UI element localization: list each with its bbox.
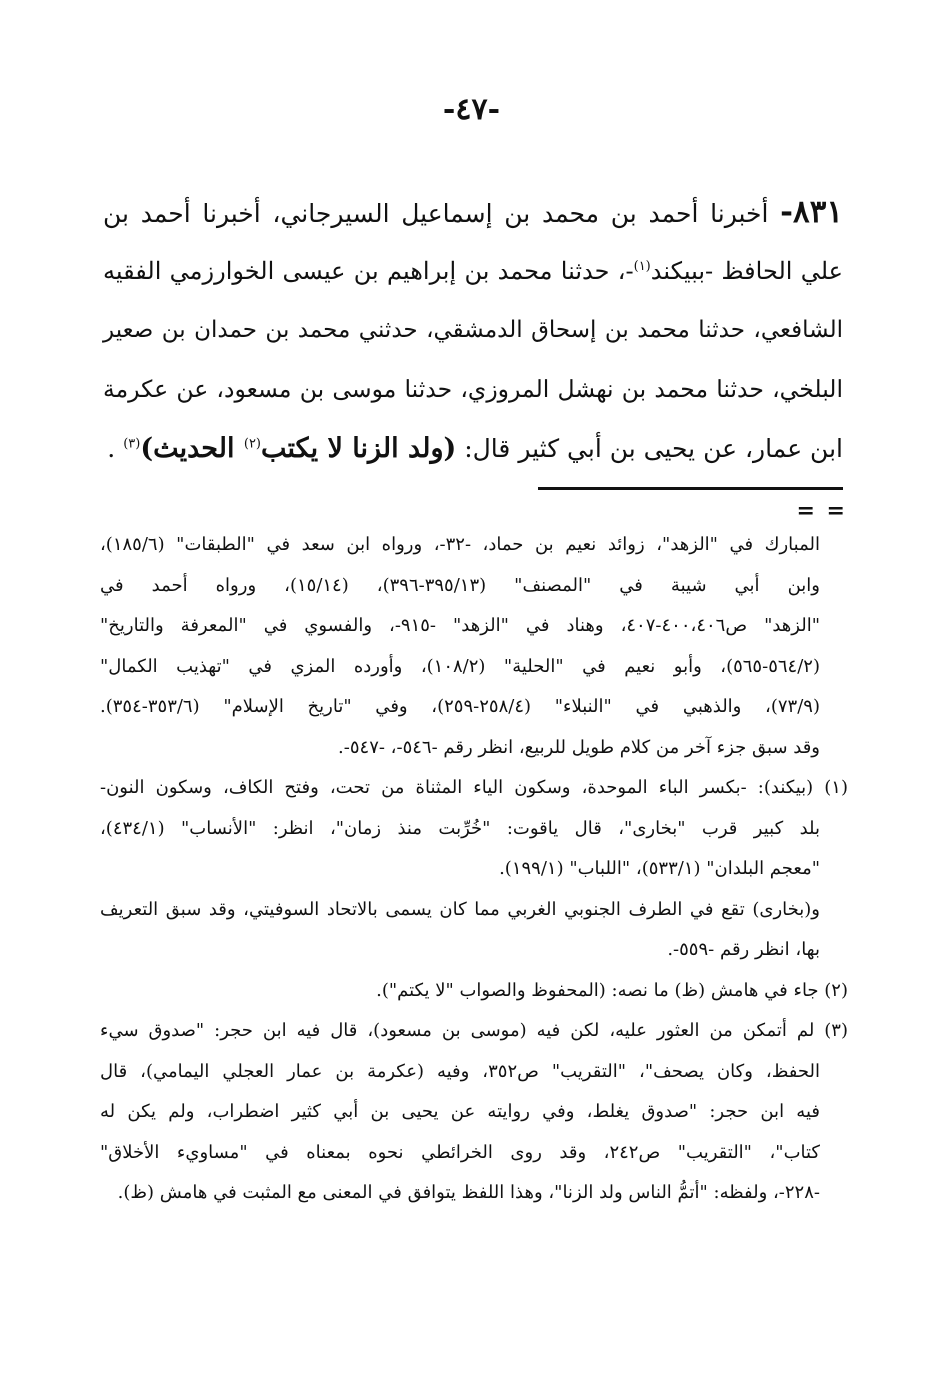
page-number: -٤٧- xyxy=(442,92,501,127)
hadith-line-2-text-a: علي الحافظ -ببيكند xyxy=(650,257,844,285)
hadith-text xyxy=(103,183,843,478)
footnote-ref-1[interactable]: (١) xyxy=(633,259,651,274)
hadith-line-4: البلخي، حدثنا محمد بن نهشل المروزي، حدثنا موسى بن مسعود، عن عكرمة xyxy=(103,375,843,403)
hadith-line-1-text: أخبرنا أحمد بن محمد بن إسماعيل السيرجاني، أخبرنا أحمد بن xyxy=(103,199,769,228)
footnote-1-line: بلد كبير قرب "بخارى"، قال ياقوت: "خُرِّبت منذ زمان"، انظر: "الأنساب" (٤٣٤/١)، xyxy=(100,817,820,839)
footnote-1-line: "معجم البلدان" (٥٣٣/١)، "اللباب" (١٩٩/١). xyxy=(499,858,820,879)
hadith-line-2-text-b: -، حدثنا محمد بن إبراهيم بن عيسى الخوارزمي الفقيه xyxy=(103,257,634,285)
footnote-continuation-line: "الزهد" ص٤٠٠،٤٠٦-٤٠٧، وهناد في "الزهد" -٩١٥-، والفسوي في "المعرفة والتاريخ" xyxy=(100,615,820,636)
footnote-separator xyxy=(538,487,843,490)
footnote-continuation-line: (٧٣/٩)، والذهبي في "النبلاء" (٢٥٨/٤-٢٥٩)، وفي "تاريخ الإسلام" (٣٥٣/٦-٣٥٤). xyxy=(100,696,820,717)
hadith-quote-a: (ولد الزنا لا يكتب xyxy=(261,433,457,464)
footnote-continuation-line: (٥٦٤/٢-٥٦٥)، وأبو نعيم في "الحلية" (١٠٨/٢)، وأورده المزي في "تهذيب الكمال" xyxy=(100,655,820,677)
footnote-3-line: (٣) لم أتمكن من العثور عليه، لكن فيه (موسى بن مسعود)، قال فيه ابن حجر: "صدوق سيء xyxy=(100,1020,848,1041)
footnote-continuation-line: المبارك في "الزهد"، زوائد نعيم بن حماد، -٣٢-، ورواه ابن سعد في "الطبقات" (١٨٥/٦)، xyxy=(100,534,820,555)
hadith-line-5-text: ابن عمار، عن يحيى بن أبي كثير قال: xyxy=(456,434,843,463)
footnote-continuation-line: وابن أبي شيبة في "المصنف" (٣٩٥/١٣-٣٩٦)، (١٥/١٤)، ورواه أحمد في xyxy=(100,574,820,596)
footnotes xyxy=(100,525,848,1214)
footnote-2-line: (٢) جاء في هامش (ظ) ما نصه: (المحفوظ والصواب "لا يكتم"). xyxy=(376,979,848,1001)
hadith-number: ٨٣١- xyxy=(780,194,843,230)
footnote-3-line: -٢٢٨-، ولفظه: "أتمُّ الناس ولد الزنا"، وهذا اللفظ يتوافق في المعنى مع المثبت في هامش (ظ). xyxy=(117,1182,820,1203)
hadith-line-1 xyxy=(103,183,843,242)
footnote-ref-2[interactable]: (٢) xyxy=(243,436,261,452)
hadith-end-mark: . xyxy=(107,434,116,463)
footnote-1-line: (١) (بيكند): -بكسر الباء الموحدة، وسكون الياء المثناة من تحت، وفتح الكاف، وسكون النون- xyxy=(100,777,848,798)
footnote-3-line: فيه ابن حجر: "صدوق يغلط، وفي روايته عن يحيى بن أبي كثير اضطراب، ولم يكن له xyxy=(100,1101,820,1122)
hadith-line-5 xyxy=(103,419,843,478)
footnote-1-line: بها، انظر رقم -٥٥٩-. xyxy=(667,939,820,960)
footnote-3-line: الحفظ، وكان يصحف"، "التقريب" ص٣٥٢، وفيه (عكرمة بن عمار العجلي اليمامي)، قال xyxy=(100,1060,820,1082)
hadith-line-2 xyxy=(103,242,843,301)
footnote-3-line: كتاب"، "التقريب" ص٢٤٢، وقد روى الخرائطي نحوه بمعناه في "مساويء الأخلاق" xyxy=(100,1141,820,1163)
footnote-ref-3[interactable]: (٣) xyxy=(123,436,141,452)
hadith-line-3: الشافعي، حدثنا محمد بن إسحاق الدمشقي، حدثني محمد بن حمدان بن صعير xyxy=(103,317,843,343)
footnote-continuation-line: وقد سبق جزء آخر من كلام طويل للربيع، انظر رقم -٥٤٦-، -٥٤٧-. xyxy=(338,736,820,758)
footnote-1-line: و(بخارى) تقع في الطرف الجنوبي الغربي مما كان يسمى بالاتحاد السوفيتي، وقد سبق التعريف xyxy=(100,898,820,920)
continuation-mark: = = xyxy=(796,498,847,524)
hadith-quote-b: الحديث) xyxy=(140,433,244,464)
